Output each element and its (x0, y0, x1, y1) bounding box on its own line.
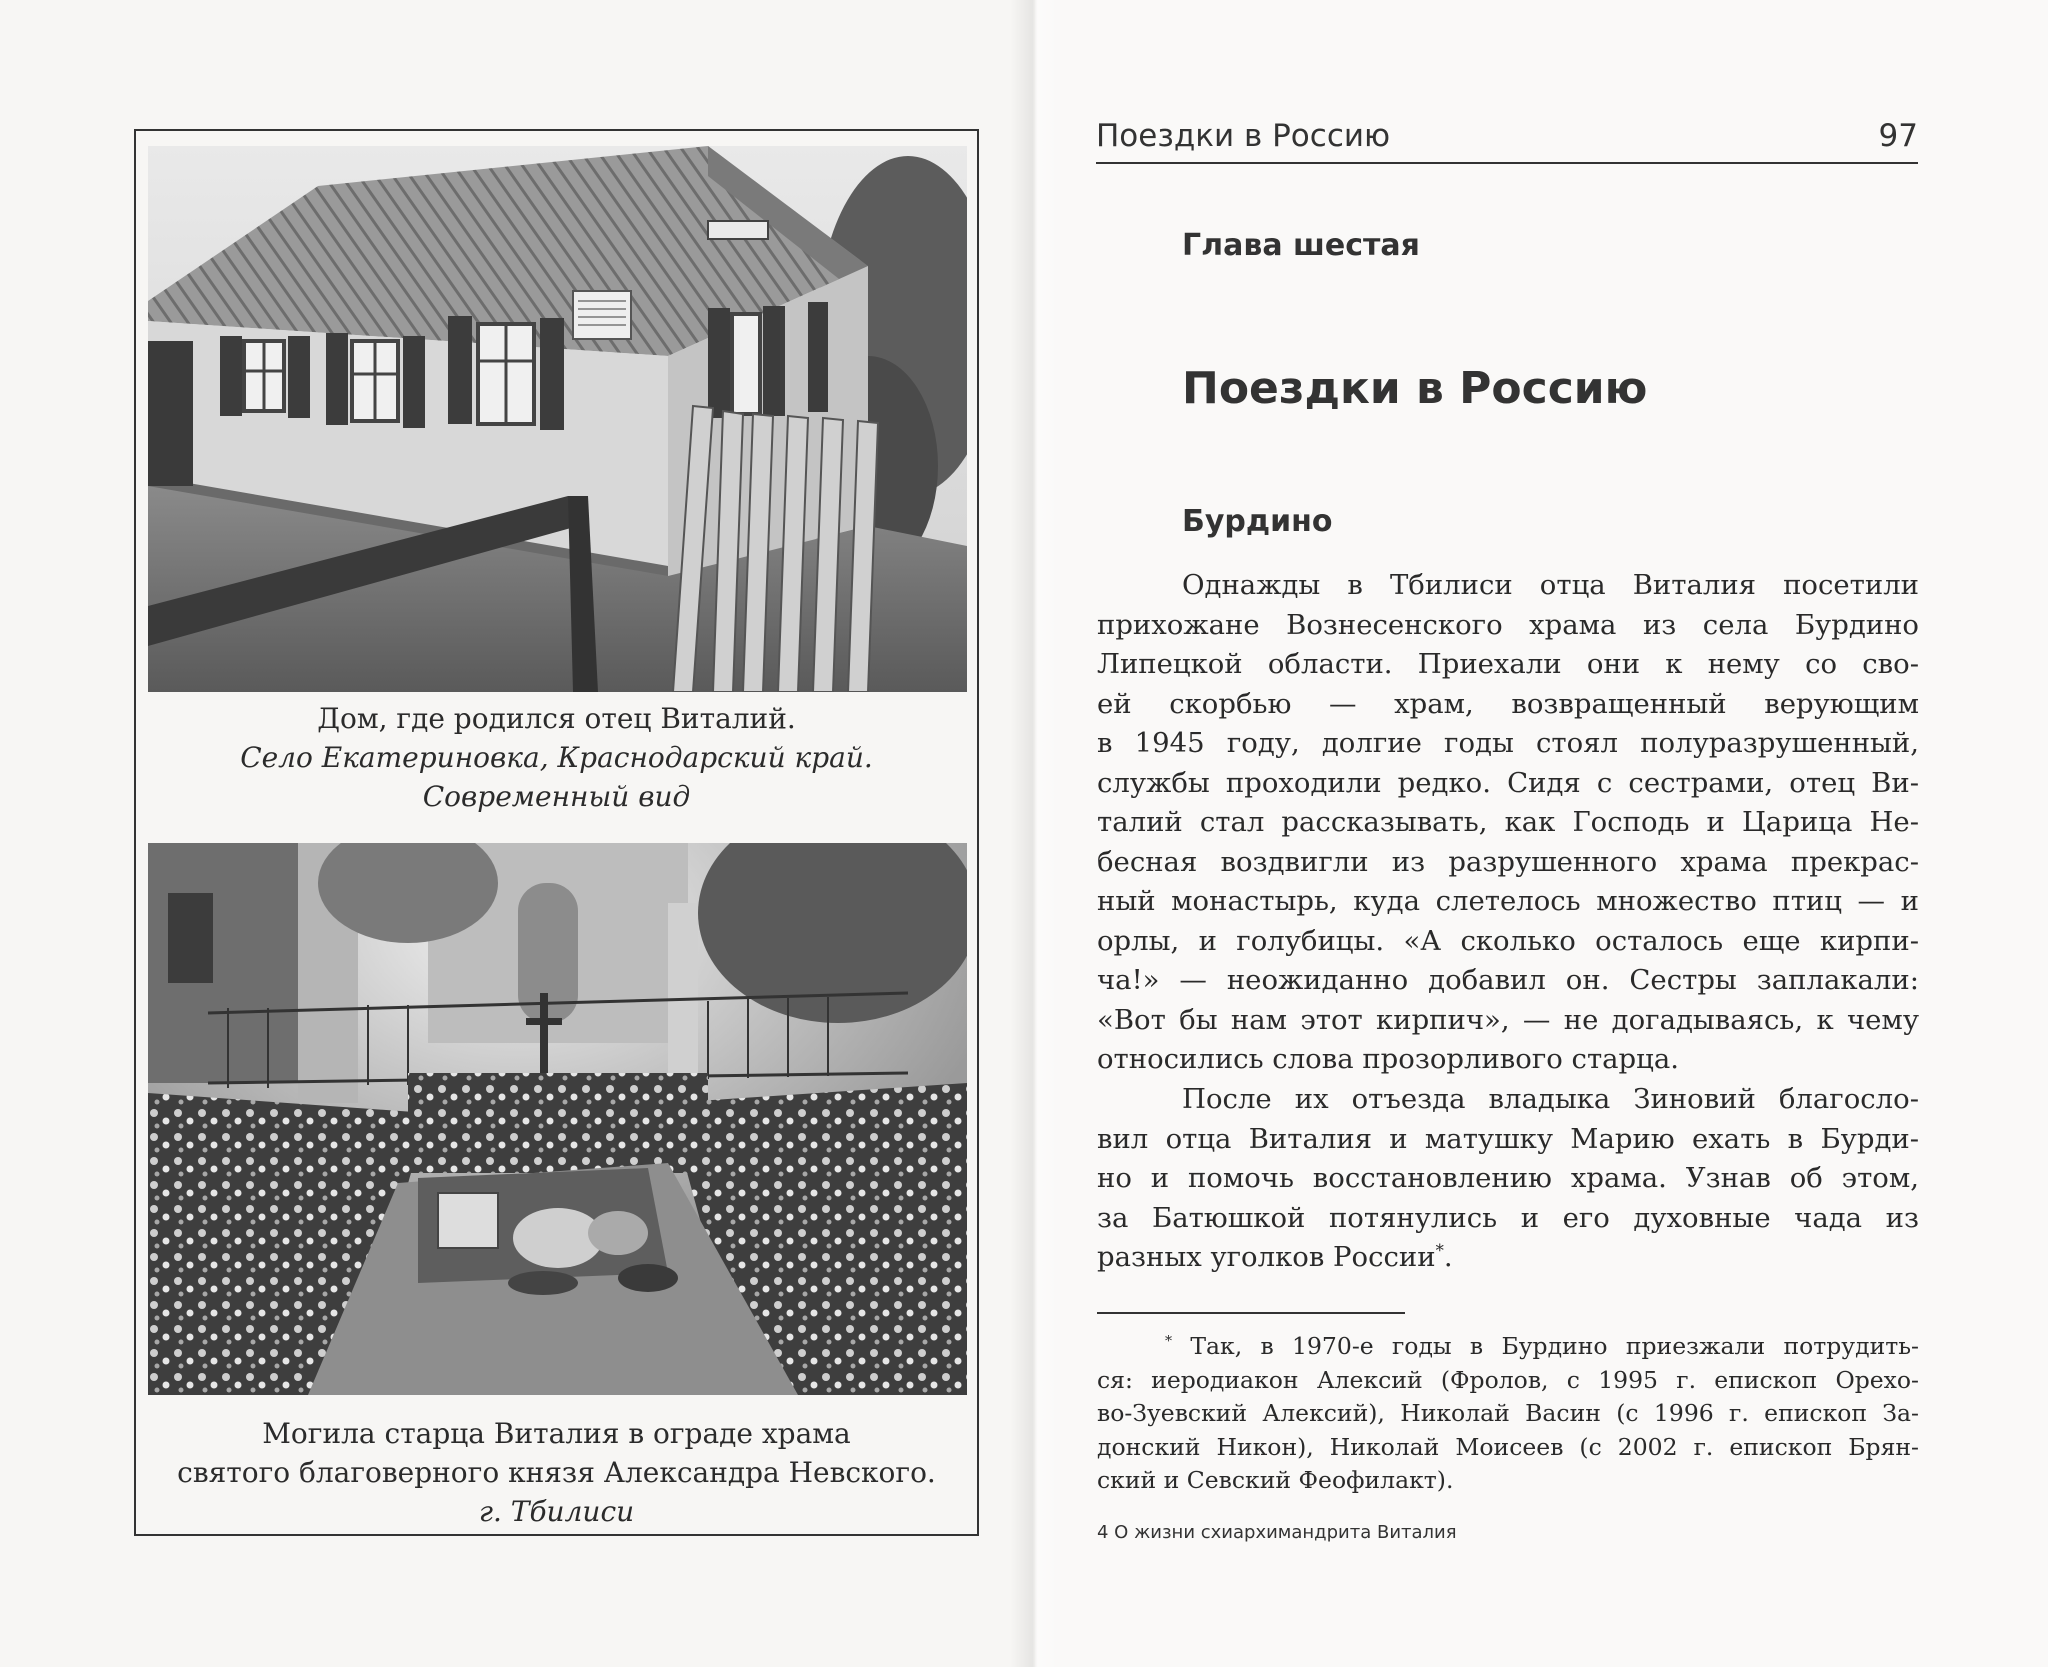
text-line: Липецкой области. Приехали они к нему со сво- (1097, 648, 1919, 680)
house-photo-drawing (148, 146, 967, 692)
footnote-rule (1097, 1312, 1405, 1314)
text-line: ей скорбью — храм, возвращенный верующим (1097, 687, 1919, 720)
house-caption (136, 699, 977, 816)
grave-caption-line2: святого благоверного князя Александра Невского. (177, 1456, 936, 1489)
text-line: относились слова прозорливого старца. (1097, 1043, 1679, 1075)
house-caption-line1: Дом, где родился отец Виталий. (317, 702, 796, 735)
text-line: за Батюшкой потянулись и его духовные чада из (1097, 1201, 1919, 1234)
text-line-with-footnote-ref (1097, 1238, 1919, 1278)
text-line: После их отъезда владыка Зиновий благосло- (1182, 1083, 1919, 1115)
text-line: талий стал рассказывать, как Господь и Царица Не- (1097, 806, 1919, 838)
house-caption-line2: Село Екатериновка, Краснодарский край. (240, 741, 873, 774)
grave-photo (148, 843, 967, 1395)
page-number: 97 (1878, 118, 1918, 154)
footnote-line: во-Зуевский Алексий), Николай Васин (с 1996 г. епископ За- (1097, 1399, 1919, 1427)
text-line: в 1945 году, долгие годы стоял полуразрушенный, (1097, 727, 1919, 759)
text-line: но и помочь восстановлению храма. Узнав об этом, (1097, 1162, 1919, 1194)
text-line: прихожане Вознесенского храма из села Бурдино (1097, 608, 1919, 641)
chapter-label: Глава шестая (1182, 228, 1420, 263)
book-gutter (1010, 0, 1060, 1667)
footnote-line: ский и Севский Феофилакт). (1097, 1466, 1454, 1494)
paragraph-2 (1097, 1080, 1919, 1278)
footnote-line: донский Никон), Николай Моисеев (с 2002 г. епископ Брян- (1097, 1432, 1919, 1461)
section-title: Бурдино (1182, 504, 1333, 539)
text-line: бесная воздвигли из разрушенного храма прекрас- (1097, 845, 1919, 878)
house-caption-line3: Современный вид (422, 780, 691, 813)
text-line: Однажды в Тбилиси отца Виталия посетили (1182, 569, 1919, 601)
running-head-title: Поездки в Россию (1096, 118, 1391, 154)
house-photo (148, 146, 967, 692)
footnote-line-with-mark (1097, 1330, 1919, 1364)
text-line: «Вот бы нам этот кирпич», — не догадываясь, к чему (1097, 1003, 1919, 1036)
footnote (1097, 1330, 1919, 1498)
footnote-line: Так, в 1970-е годы в Бурдино приезжали потрудить- (1190, 1332, 1919, 1360)
text-line: вил отца Виталия и матушку Марию ехать в Бурди- (1097, 1122, 1919, 1155)
footnote-mark: * (1165, 1333, 1173, 1350)
footnote-ref[interactable]: * (1435, 1241, 1444, 1261)
grave-caption-line1: Могила старца Виталия в ограде храма (262, 1417, 851, 1450)
text-line: ча!» — неожиданно добавил он. Сестры заплакали: (1097, 964, 1919, 996)
text-line: службы проходили редко. Сидя с сестрами, отец Ви- (1097, 766, 1919, 799)
text-line: орлы, и голубицы. «А сколько осталось еще кирпи- (1097, 924, 1919, 957)
grave-caption (136, 1414, 977, 1531)
text-line: ный монастырь, куда слетелось множество птиц — и (1097, 885, 1919, 917)
header-rule (1096, 162, 1918, 164)
footnote-line: ся: иеродиакон Алексий (Фролов, с 1995 г. епископ Орехо- (1097, 1365, 1919, 1394)
grave-caption-line3: г. Тбилиси (478, 1495, 635, 1528)
paragraph-1 (1097, 566, 1919, 1080)
grave-photo-drawing (148, 843, 967, 1395)
illustration-frame (134, 129, 979, 1536)
text-line: разных уголков России (1097, 1241, 1436, 1273)
chapter-title: Поездки в Россию (1182, 363, 1648, 414)
printer-signature: 4 О жизни схиархимандрита Виталия (1097, 1522, 1457, 1543)
period: . (1443, 1241, 1453, 1273)
